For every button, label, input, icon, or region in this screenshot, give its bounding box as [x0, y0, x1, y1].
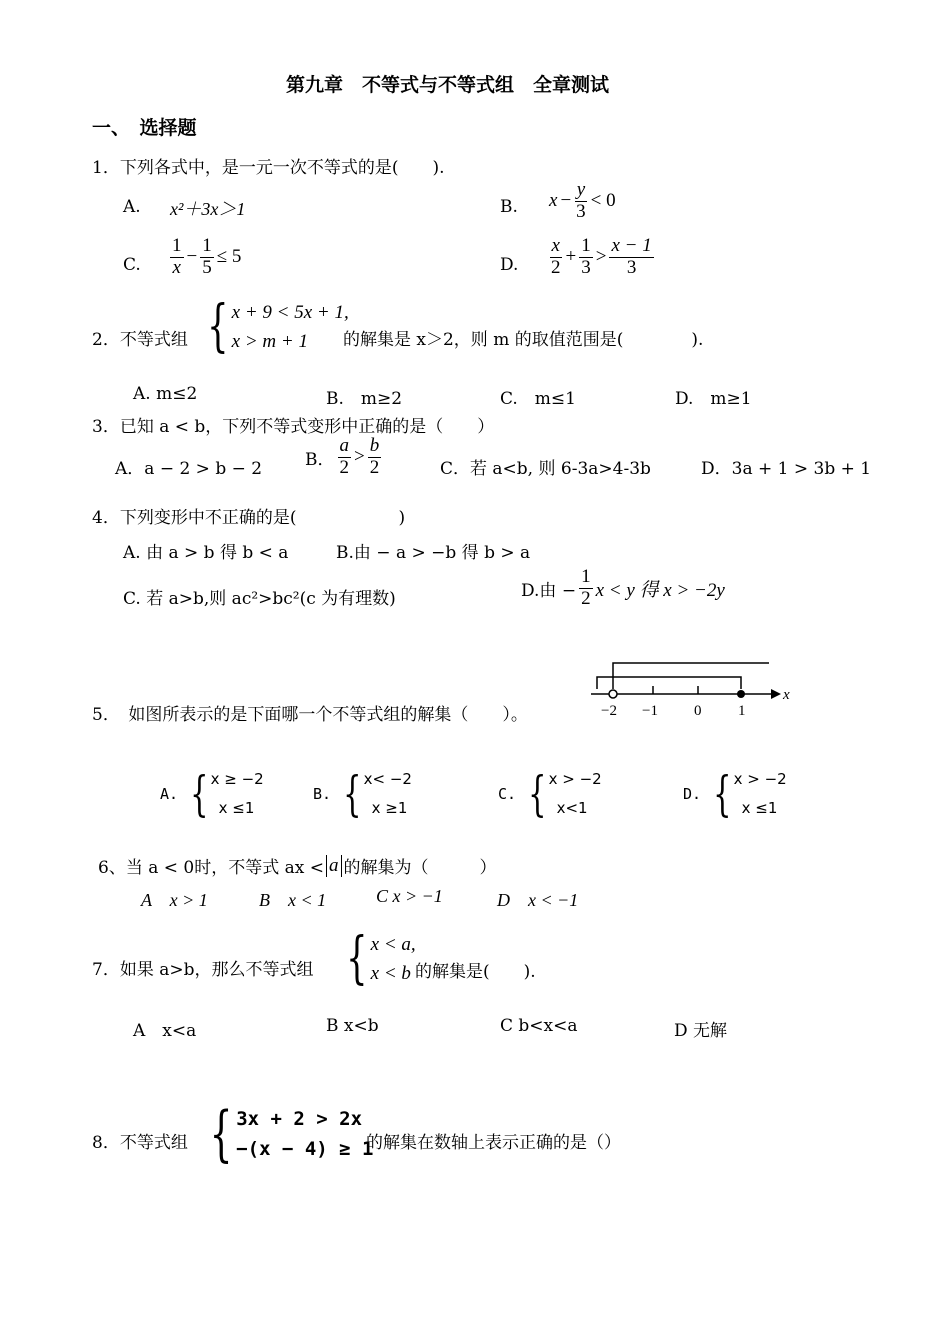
q4-d-prefix: D.由 − — [521, 580, 577, 601]
brace-icon: { — [190, 766, 209, 822]
q5-option-a — [160, 765, 264, 823]
q5-b-line-1: x< −2 — [363, 770, 412, 788]
q3-b-den1: 2 — [339, 456, 349, 478]
q1-d-den1: 2 — [551, 256, 561, 278]
q4-option-d — [521, 567, 725, 610]
q1-d-num2: 1 — [581, 235, 591, 256]
q7-line-2: x < b — [370, 963, 411, 984]
q1-b-fraction — [574, 180, 588, 223]
q7-option-c: C b<x<a — [500, 1016, 578, 1036]
q1-c-den2: 5 — [202, 256, 212, 278]
q6-stem-prefix: 6、当 a < 0时，不等式 ax < — [98, 858, 324, 878]
q1-d-num1: x — [551, 235, 560, 256]
q2-suffix: 的解集是 x＞2，则 m 的取值范围是( ). — [343, 330, 704, 350]
page-title: 第九章 不等式与不等式组 全章测试 — [286, 74, 610, 96]
q3-stem: 3．已知 a < b，下列不等式变形中正确的是（ ） — [92, 417, 495, 437]
q8-system — [202, 1099, 374, 1169]
q2-line-2: x > m + 1 — [231, 331, 308, 352]
open-circle-icon — [609, 690, 617, 698]
q8-suffix: 的解集在数轴上表示正确的是（） — [366, 1133, 621, 1153]
q1-c-fraction-2 — [200, 236, 214, 279]
q2-prefix: 2．不等式组 — [92, 330, 188, 350]
q5-b-label: B. — [313, 785, 332, 803]
solution-range-bar — [597, 677, 741, 689]
q6-option-d: D x < −1 — [497, 890, 579, 910]
q1-c-rest: ≤ 5 — [216, 246, 242, 268]
tick-label: −2 — [601, 703, 617, 719]
q2-system — [200, 294, 349, 359]
q5-c-line-1: x > −2 — [548, 770, 602, 788]
q7-system — [339, 926, 416, 991]
q8-prefix: 8．不等式组 — [92, 1133, 188, 1153]
q1-d-fraction-2 — [579, 236, 593, 279]
q3-b-gt: > — [354, 446, 365, 468]
q2-option-d: D. m≥1 — [675, 389, 752, 409]
q1-c-fraction-1 — [170, 236, 184, 279]
q3-b-fraction-2 — [368, 436, 382, 479]
q6-option-b: B x < 1 — [259, 890, 327, 910]
brace-icon: { — [209, 1099, 233, 1169]
q1-option-d-label: D. — [500, 255, 519, 275]
q8-line-1: 3x + 2 > 2x — [236, 1108, 363, 1130]
q5-option-b — [313, 765, 412, 823]
q8-line-2: −(x − 4) ≥ 1 — [236, 1138, 374, 1160]
q1-option-b-label: B. — [500, 197, 518, 217]
q1-b-minus: − — [560, 190, 572, 212]
q5-c-line-2: x<1 — [556, 799, 588, 817]
q5-a-line-2: x ≤1 — [218, 799, 255, 817]
q5-d-label: D. — [683, 785, 702, 803]
q1-c-num1: 1 — [172, 235, 182, 256]
q7-line-1: x < a, — [370, 934, 416, 955]
q4-d-fraction — [579, 567, 593, 610]
solution-range-bar-long — [613, 663, 769, 689]
q1-c-den1: x — [172, 256, 181, 278]
q1-b-rest: < 0 — [590, 190, 616, 212]
q5-d-line-2: x ≤1 — [741, 799, 778, 817]
tick-label: 1 — [738, 703, 746, 719]
q6-option-c: C x > −1 — [376, 886, 443, 906]
q3-option-b — [305, 436, 381, 479]
q1-option-d-expr — [549, 236, 654, 279]
q1-d-den3: 3 — [626, 256, 637, 278]
q4-option-a: A. 由 a > b 得 b < a — [123, 543, 289, 563]
q4-d-num: 1 — [581, 566, 591, 587]
number-line — [585, 655, 800, 723]
brace-icon: { — [528, 766, 547, 822]
q3-b-fraction-1 — [338, 436, 352, 479]
brace-icon: { — [713, 766, 732, 822]
q1-b-den: 3 — [576, 200, 586, 222]
q3-b-den2: 2 — [369, 456, 380, 478]
axis-arrow-icon — [771, 689, 781, 699]
q2-option-c: C. m≤1 — [500, 389, 576, 409]
q1-option-a-expr: x²＋3x＞1 — [170, 199, 246, 219]
q1-d-gt: > — [595, 246, 607, 268]
q3-option-a: A．a − 2 > b − 2 — [115, 459, 263, 479]
q2-option-a: A. m≤2 — [133, 384, 198, 404]
q6-option-a: A x > 1 — [141, 890, 208, 910]
q1-option-b-expr — [549, 180, 616, 223]
q1-option-c-label: C. — [123, 255, 141, 275]
q5-a-label: A. — [160, 785, 179, 803]
q6-absolute-value: a — [326, 855, 342, 877]
q5-b-line-2: x ≥1 — [371, 799, 408, 817]
closed-circle-icon — [737, 690, 745, 698]
brace-icon: { — [343, 766, 362, 822]
q4-d-rest: x < y 得 x > −2y — [595, 579, 725, 601]
q7-option-a: A x<a — [133, 1021, 197, 1041]
q5-d-line-1: x > −2 — [733, 770, 787, 788]
q3-option-d: D．3a + 1 > 3b + 1 — [701, 459, 872, 479]
q7-option-b: B x<b — [326, 1016, 379, 1036]
q7-option-d: D 无解 — [674, 1021, 728, 1041]
q4-stem: 4．下列变形中不正确的是( ) — [92, 508, 406, 528]
q3-b-num2: b — [369, 435, 380, 456]
q4-d-den: 2 — [581, 587, 591, 609]
q2-option-b: B. m≥2 — [326, 389, 403, 409]
q1-b-x: x — [549, 190, 558, 212]
q1-option-c-expr — [170, 236, 241, 279]
q1-d-fraction-1 — [549, 236, 563, 279]
axis-label: x — [783, 687, 790, 703]
q3-b-num1: a — [339, 435, 349, 456]
q5-option-c — [498, 765, 602, 823]
q3-b-label: B． — [305, 449, 335, 470]
q1-d-num3: x − 1 — [611, 235, 652, 256]
q7-suffix: 的解集是( ). — [415, 962, 536, 982]
tick-label: 0 — [694, 703, 702, 719]
q5-option-d — [683, 765, 787, 823]
q1-b-num: y — [576, 179, 586, 200]
q1-d-den2: 3 — [581, 256, 591, 278]
q7-prefix: 7．如果 a>b，那么不等式组 — [92, 960, 314, 980]
q2-line-1: x + 9 < 5x + 1, — [231, 302, 349, 323]
q5-c-label: C. — [498, 785, 517, 803]
tick-label: −1 — [642, 703, 658, 719]
q6-stem — [98, 853, 497, 878]
q5-stem: 5． 如图所表示的是下面哪一个不等式组的解集（ ）。 — [92, 705, 528, 725]
question-1-stem: 1．下列各式中，是一元一次不等式的是( ). — [92, 158, 445, 178]
q1-c-minus: − — [186, 246, 198, 268]
section-heading: 一、 选择题 — [92, 117, 197, 139]
brace-icon: { — [207, 294, 229, 359]
q1-d-plus: + — [565, 246, 577, 268]
q1-option-a-label: A. — [123, 197, 141, 217]
q5-a-line-1: x ≥ −2 — [210, 770, 264, 788]
q1-d-fraction-3 — [609, 236, 653, 279]
q3-option-c: C．若 a<b, 则 6-3a>4-3b — [440, 459, 651, 479]
brace-icon: { — [346, 926, 368, 991]
q6-stem-suffix: 的解集为（ ） — [343, 858, 497, 878]
q4-option-b: B.由 − a > −b 得 b > a — [336, 543, 531, 563]
q1-c-num2: 1 — [202, 235, 212, 256]
q4-option-c: C. 若 a>b,则 ac²>bc²(c 为有理数) — [123, 589, 396, 609]
